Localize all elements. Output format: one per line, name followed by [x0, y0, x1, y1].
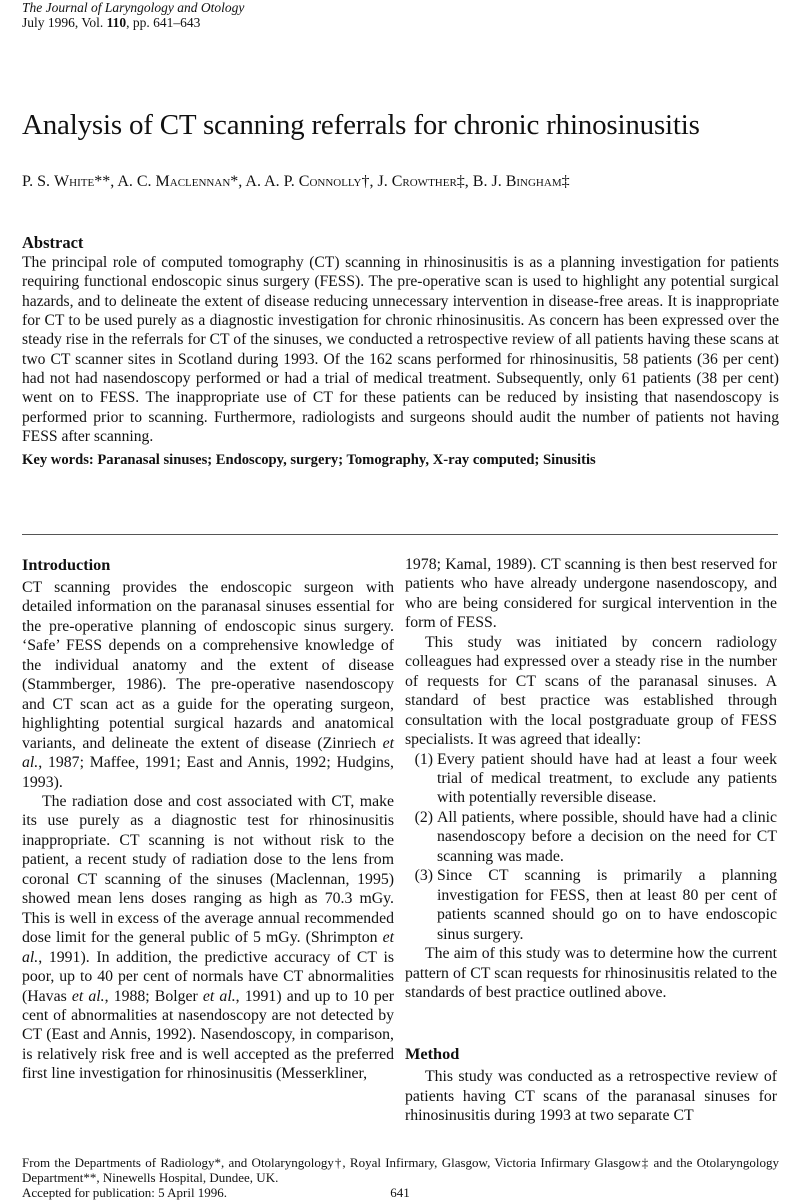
- paragraph-text: CT scanning provides the endoscopic surgeon with detailed information on the paranasal sinuses essential for the pre-operative planning of endoscopic sinus surgery. ‘Safe’ FESS depends on a comprehensive knowledge of the individual anatomy and the extent of disease (Stammberger, 1986). The pre-operative nasendoscopy and CT scan act as a guide for the operating surgeon, highlighting potential surgical hazards and anatomical variants, and delineate the extent of disease (Zinriech: [22, 579, 394, 752]
- method-heading: Method: [405, 1044, 460, 1064]
- citation-etal: et al.: [71, 987, 105, 1005]
- list-number: (3): [414, 867, 433, 885]
- list-text: Since CT scanning is primarily a planning investigation for FESS, then at least 80 per cent of patients scanned should go on to have endoscopic sinus surgery.: [437, 867, 777, 943]
- author-mark: **,: [94, 173, 118, 190]
- paragraph: This study was conducted as a retrospective review of patients having CT scans of the paranasal sinuses for rhinosinusitis during 1993 at two separate CT: [405, 1068, 777, 1125]
- author-initials: A. C.: [117, 173, 156, 190]
- paragraph-text: , 1988; Bolger: [104, 987, 203, 1005]
- issue-prefix: July 1996, Vol.: [22, 15, 107, 30]
- issue-line: [22, 15, 244, 30]
- paragraph: The aim of this study was to determine how the current pattern of CT scan requests for rhinosinusitis related to the standards of best practice outlined above.: [405, 945, 777, 1001]
- author-mark: *,: [230, 173, 246, 190]
- author-list: [22, 172, 782, 192]
- right-column: [405, 555, 777, 1126]
- abstract-section: [22, 233, 779, 469]
- author-initials: P. S.: [22, 173, 55, 190]
- author-mark: ‡,: [456, 173, 473, 190]
- criteria-list: [405, 750, 777, 945]
- paragraph-text: , 1991). In addition, the predictive accuracy of CT is poor, up to 40 per cent of normals have CT abnormalities (Havas: [22, 948, 394, 1005]
- volume-number: 110: [106, 15, 127, 30]
- left-column: [22, 555, 394, 1084]
- citation-etal: et al.: [22, 929, 394, 966]
- list-item: [405, 808, 777, 866]
- author-name: White: [54, 173, 95, 190]
- author-initials: J.: [377, 173, 392, 190]
- paragraph: [22, 578, 394, 792]
- author-name: Bingham: [505, 173, 562, 190]
- citation-etal: et al.: [22, 734, 394, 772]
- article-title: Analysis of CT scanning referrals for chronic rhinosinusitis: [22, 109, 700, 141]
- affiliations-footnote: From the Departments of Radiology*, and Otolaryngology†, Royal Infirmary, Glasgow, Victoria Infirmary Glasgow‡ and the Otolaryngology Department**, Ninewells Hospital, Dundee, UK.: [22, 1155, 779, 1185]
- paragraph-continuation: 1978; Kamal, 1989). CT scanning is then best reserved for patients who have already undergone nasendoscopy, and who are being considered for surgical intervention in the form of FESS.: [405, 556, 777, 632]
- author-initials: B. J.: [472, 173, 506, 190]
- section-divider: [22, 534, 778, 535]
- author-mark: †,: [361, 173, 378, 190]
- list-item: [405, 866, 777, 944]
- list-text: All patients, where possible, should have had a clinic nasendoscopy before a decision on the need for CT scanning was made.: [437, 808, 777, 865]
- author-initials: A. A. P.: [245, 173, 299, 190]
- list-item: [405, 750, 777, 808]
- accepted-date: Accepted for publication: 5 April 1996.: [22, 1185, 228, 1200]
- paragraph: [22, 792, 394, 1084]
- introduction-heading: Introduction: [22, 555, 111, 574]
- paragraph-text: , 1987; Maffee, 1991; East and Annis, 1992; Hudgins, 1993).: [22, 754, 394, 791]
- page-number: 641: [390, 1185, 410, 1200]
- author-name: Crowther: [391, 173, 457, 190]
- list-text: Every patient should have had at least a four week trial of medical treatment, to exclude any patients with potentially reversible disease.: [437, 750, 777, 807]
- list-number: (1): [414, 750, 433, 768]
- paragraph-text: , 1991) and up to 10 per cent of abnormalities at nasendoscopy are not detected by CT (East and Annis, 1992). Nasendoscopy, in comparison, is relatively risk free and is well accepted as the preferred first line investigation for rhinosinusitis (Messerkliner,: [22, 987, 395, 1083]
- author-name: Maclennan: [155, 173, 231, 190]
- page-range: , pp. 641–643: [126, 15, 201, 30]
- author-name: Connolly: [298, 173, 362, 190]
- method-section: [405, 1044, 777, 1125]
- list-number: (2): [414, 808, 433, 826]
- author-mark: ‡: [561, 173, 570, 190]
- keywords: Key words: Paranasal sinuses; Endoscopy, surgery; Tomography, X-ray computed; Sinusitis: [22, 452, 596, 469]
- abstract-heading: Abstract: [22, 233, 84, 252]
- paragraph-text: The radiation dose and cost associated with CT, make its use purely as a diagnostic test for rhinosinusitis inappropriate. CT scanning is not without risk to the patient, a recent study of radiation dose to the lens from coronal CT scanning of the sinuses (Maclennan, 1995) showed mean lens doses ranging as high as 70.3 mGy. This is well in excess of the average annual recommended dose limit for the general public of 5 mGy. (Shrimpton: [22, 792, 394, 947]
- abstract-text: The principal role of computed tomography (CT) scanning in rhinosinusitis is as a planning investigation for patients requiring functional endoscopic sinus surgery (FESS). The pre-operative scan is used to highlight any potential surgical hazards, and to delineate the extent of disease reducing unnecessary intervention in disease-free areas. It is inappropriate for CT to be used purely as a diagnostic investigation for chronic rhinosinusitis. As concern has been expressed over the steady rise in the referrals for CT of the sinuses, we conducted a retrospective review of all patients having these scans at two CT scanner sites in Scotland during 1993. Of the 162 scans performed for rhinosinusitis, 58 patients (36 per cent) had not had nasendoscopy performed or had a trial of medical treatment. Subsequently, only 61 patients (38 per cent) went on to FESS. The inappropriate use of CT for these patients can be reduced by insisting that nasendoscopy is performed prior to scanning. Furthermore, radiologists and surgeons should audit the number of patients not having FESS after scanning.: [22, 254, 779, 446]
- paragraph: This study was initiated by concern radiology colleagues had expressed over a steady rise in the number of requests for CT scans of the paranasal sinuses. A standard of best practice was established through consultation with the local postgraduate group of FESS specialists. It was agreed that ideally:: [405, 633, 777, 749]
- journal-name: The Journal of Laryngology and Otology: [22, 0, 245, 15]
- citation-etal: et al.: [202, 987, 236, 1005]
- journal-header: [22, 0, 244, 30]
